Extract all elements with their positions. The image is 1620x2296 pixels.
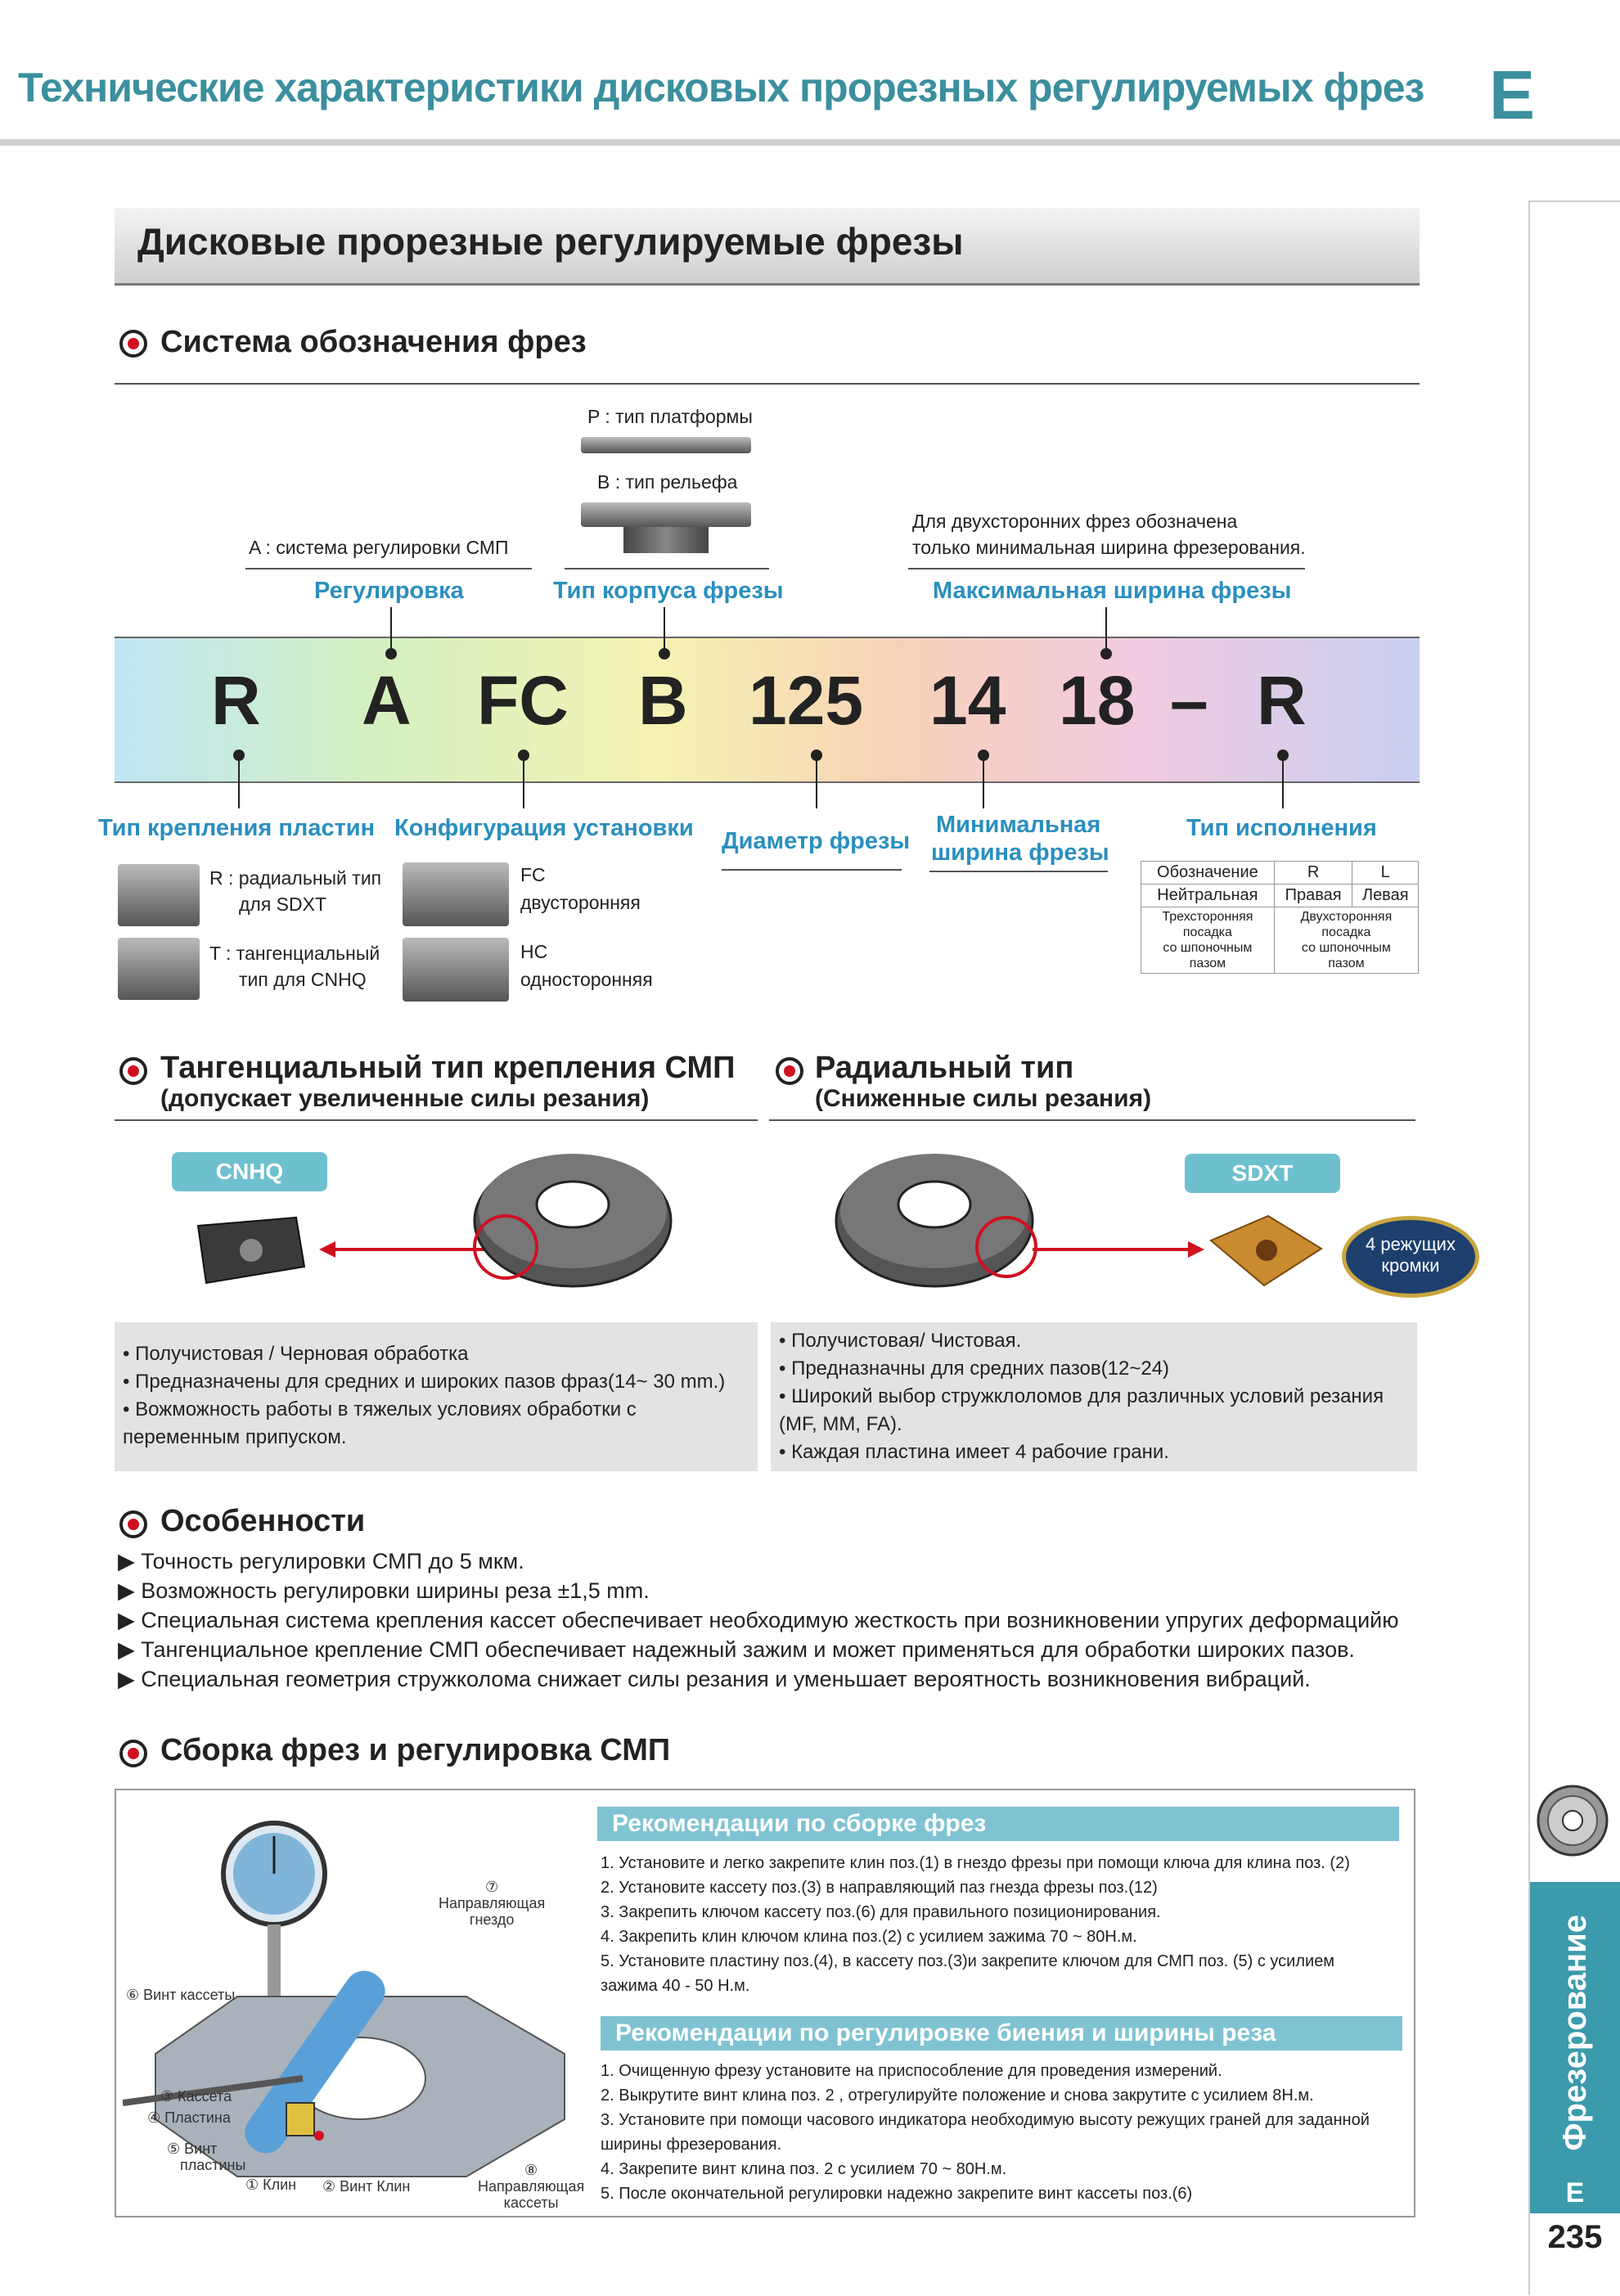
sdxt-insert-icon bbox=[1203, 1208, 1325, 1298]
table-cell: Нейтральная bbox=[1141, 885, 1275, 907]
list-item: • Получистовая / Черновая обработка bbox=[123, 1343, 469, 1365]
label-body: Тип корпуса фрезы bbox=[553, 578, 784, 604]
designation-heading: Система обозначения фрез bbox=[160, 325, 587, 359]
list-item: • Предназначны для средних пазов(12~24) bbox=[779, 1357, 1170, 1380]
code-18: 18 bbox=[1059, 662, 1136, 739]
arrow-right-icon bbox=[1033, 1237, 1204, 1262]
list-item: (MF, MM, FA). bbox=[779, 1413, 902, 1435]
table-cell-threeside bbox=[1141, 907, 1275, 974]
rec-item: 5. Установите пластину поз.(4), в кассету поз.(3)и закрепите ключом для СМП поз. (5) с усилием bbox=[601, 1952, 1335, 1970]
label-line: ⑤ Винт bbox=[167, 2141, 218, 2157]
rec-adjust-list bbox=[601, 2059, 1370, 2206]
diameter-rule bbox=[722, 869, 902, 871]
rec-item: 2. Выкрутите винт клина поз. 2 , отрегулируйте положение и снова закрутите с усилием 8Н.м. bbox=[601, 2087, 1314, 2105]
sidebar-top-line bbox=[1528, 200, 1620, 202]
sidebar-tab-label: Фрезерование bbox=[1556, 1914, 1593, 2151]
relief-cutter-hub bbox=[623, 527, 709, 553]
edges-text-1: 4 режущих bbox=[1366, 1234, 1456, 1254]
rec-adjust-header: Рекомендации по регулировке биения и ширины реза bbox=[601, 2016, 1402, 2051]
table-line: Двухсторонняя bbox=[1300, 910, 1393, 924]
code-fc: FC bbox=[477, 662, 569, 739]
page-title: Технические характеристики дисковых прорезных регулируемых фрез bbox=[18, 65, 1424, 110]
bullet-icon bbox=[119, 1510, 147, 1538]
label-line: Направляющая bbox=[439, 1895, 546, 1911]
radial-rule bbox=[769, 1119, 1415, 1121]
tangential-sub: (допускает увеличенные силы резания) bbox=[160, 1085, 650, 1112]
rec-item: 1. Очищенную фрезу установите на приспособление для проведения измерений. bbox=[601, 2062, 1222, 2080]
code-r-version: R bbox=[1257, 662, 1307, 739]
double-note-1: Для двухсторонних фрез обозначена bbox=[912, 511, 1238, 532]
table-cell: Обозначение bbox=[1141, 862, 1275, 885]
table-line: со шпоночным bbox=[1163, 941, 1253, 955]
label-insert-screw bbox=[167, 2141, 245, 2173]
label-config: Конфигурация установки bbox=[394, 815, 694, 841]
label-wedge-screw: ② Винт Клин bbox=[322, 2178, 411, 2195]
label-minwidth-2: ширина фрезы bbox=[931, 840, 1109, 866]
rec-item: 2. Установите кассету поз.(3) в направляющий паз гнезда фрезы поз.(12) bbox=[601, 1879, 1158, 1897]
bullet-icon bbox=[119, 1057, 147, 1085]
features-heading: Особенности bbox=[160, 1504, 366, 1538]
label-insert-mount: Тип крепления пластин bbox=[98, 815, 376, 841]
connector bbox=[664, 607, 665, 653]
a-note: A : система регулировки СМП bbox=[249, 537, 509, 558]
rec-item: 5. После окончательной регулировки надежно закрепите винт кассеты поз.(6) bbox=[601, 2185, 1193, 2203]
relief-cutter-image bbox=[581, 502, 751, 527]
maxwidth-rule bbox=[908, 568, 1305, 569]
table-cell: Правая bbox=[1274, 885, 1352, 907]
connector bbox=[983, 759, 984, 808]
radial-heading: Радиальный тип bbox=[815, 1051, 1074, 1085]
rec-item: 1. Установите и легко закрепите клин поз.(1) в гнездо фрезы при помощи ключа для клина поз. (2) bbox=[601, 1854, 1350, 1872]
tangential-heading: Тангенциальный тип крепления СМП bbox=[160, 1051, 736, 1085]
label-line: кассеты bbox=[503, 2195, 559, 2211]
table-line: пазом bbox=[1328, 957, 1365, 970]
label-line: ⑧ bbox=[524, 2162, 538, 2178]
bullet-icon bbox=[119, 330, 147, 358]
banner-title: Дисковые прорезные регулируемые фрезы bbox=[137, 220, 964, 263]
label-line: гнездо bbox=[469, 1911, 515, 1928]
label-diameter: Диаметр фрезы bbox=[722, 828, 911, 854]
radial-sub: (Сниженные силы резания) bbox=[815, 1085, 1152, 1112]
connector bbox=[1105, 607, 1107, 653]
r-type-2: для SDXT bbox=[239, 894, 327, 915]
connector bbox=[523, 759, 524, 808]
p-note: P : тип платформы bbox=[587, 406, 753, 427]
code-a: A bbox=[362, 662, 412, 739]
feature-item: ▶ Специальная система крепления кассет обеспечивает необходимую жесткость при возникновении упругих деформацийю bbox=[118, 1608, 1399, 1632]
fc-desc: двусторонняя bbox=[520, 892, 641, 913]
edges-text-wrap bbox=[1342, 1234, 1479, 1276]
page-number: 235 bbox=[1547, 2219, 1603, 2255]
version-table bbox=[1141, 861, 1419, 974]
list-item: • Получистовая/ Чистовая. bbox=[779, 1330, 1022, 1352]
rec-item: 4. Закрепить клин ключом клина поз.(2) с усилием зажима 70 ~ 80Н.м. bbox=[601, 1928, 1137, 1946]
table-line: пазом bbox=[1189, 957, 1226, 970]
designation-rule bbox=[115, 383, 1420, 385]
bullet-icon bbox=[119, 1740, 147, 1767]
tangential-rule bbox=[115, 1119, 758, 1121]
label-minwidth-1: Минимальная bbox=[936, 812, 1101, 838]
feature-item: ▶ Точность регулировки СМП до 5 мкм. bbox=[118, 1549, 524, 1573]
fc-config-image bbox=[403, 862, 509, 926]
label-line: ⑦ bbox=[485, 1879, 499, 1895]
b-note: B : тип рельефа bbox=[597, 471, 738, 493]
cnhq-insert-icon bbox=[182, 1209, 313, 1291]
feature-item: ▶ Специальная геометрия стружколома снижает силы резания и уменьшает вероятность возникновения вибраций. bbox=[118, 1667, 1311, 1691]
label-guide-socket bbox=[439, 1879, 545, 1928]
body-type-rule bbox=[565, 568, 769, 569]
label-cassette-screw: ⑥ Винт кассеты bbox=[126, 1987, 236, 2003]
code-125: 125 bbox=[749, 662, 864, 739]
features-list bbox=[118, 1546, 1399, 1694]
rec-item: 3. Закрепить ключом кассету поз.(6) для правильного позиционирования. bbox=[601, 1903, 1161, 1921]
list-item: • Вожможность работы в тяжелых условиях обработки с bbox=[123, 1398, 637, 1420]
t-type-1: T : тангенциальный bbox=[209, 943, 380, 964]
table-cell: R bbox=[1274, 862, 1352, 885]
table-line: Трехсторонняя bbox=[1162, 910, 1253, 924]
rec-item: 3. Установите при помощи часового индикатора необходимую высоту режущих граней для заданной bbox=[601, 2111, 1370, 2129]
rec-item: ширины фрезерования. bbox=[601, 2136, 782, 2154]
sidebar-letter: E bbox=[1530, 2172, 1620, 2213]
connector bbox=[238, 759, 240, 808]
rec-assembly-header: Рекомендации по сборке фрез bbox=[597, 1807, 1399, 1841]
t-type-2: тип для CNHQ bbox=[239, 969, 367, 990]
radial-cutter-image bbox=[828, 1139, 1041, 1303]
fc-label: FC bbox=[520, 864, 546, 885]
connector bbox=[816, 759, 817, 808]
arrow-left-icon bbox=[319, 1237, 491, 1262]
label-wedge: ① Клин bbox=[245, 2177, 297, 2193]
double-note-2: только минимальная ширина фрезерования. bbox=[912, 537, 1306, 558]
code-14: 14 bbox=[929, 662, 1006, 739]
sdxt-badge: SDXT bbox=[1185, 1154, 1340, 1193]
platform-cutter-image bbox=[581, 437, 751, 453]
list-item: переменным припуском. bbox=[123, 1426, 347, 1448]
radial-list bbox=[779, 1327, 1384, 1466]
label-adjust: Регулировка bbox=[314, 578, 464, 604]
assembly-heading: Сборка фрез и регулировка СМП bbox=[160, 1733, 671, 1767]
label-cassette: ③ Кассета bbox=[160, 2088, 232, 2105]
connector-dot bbox=[1100, 648, 1112, 660]
r-type-1: R : радиальный тип bbox=[209, 867, 382, 889]
tangential-list bbox=[123, 1340, 725, 1452]
connector-dot bbox=[659, 648, 670, 660]
label-maxwidth: Максимальная ширина фрезы bbox=[933, 578, 1292, 604]
table-cell-twoside bbox=[1274, 907, 1418, 974]
table-line: со шпоночным bbox=[1301, 941, 1391, 955]
label-line: Направляющая bbox=[478, 2178, 585, 2195]
rec-item: зажима 40 - 50 Н.м. bbox=[601, 1977, 750, 1995]
sidebar-tab-label-wrap bbox=[1530, 1882, 1620, 2183]
minwidth-rule bbox=[929, 871, 1108, 872]
list-item: • Каждая пластина имеет 4 рабочие грани. bbox=[779, 1441, 1169, 1463]
label-version: Тип исполнения bbox=[1186, 815, 1377, 841]
table-cell: Левая bbox=[1352, 885, 1419, 907]
radial-insert-image bbox=[118, 864, 200, 926]
table-line: посадка bbox=[1321, 925, 1371, 939]
label-insert: ④ Пластина bbox=[147, 2109, 231, 2126]
code-dash: – bbox=[1170, 662, 1208, 739]
list-item: • Широкий выбор стружклоломов для различных условий резания bbox=[779, 1385, 1384, 1407]
edges-text-2: кромки bbox=[1381, 1255, 1440, 1276]
cnhq-badge: CNHQ bbox=[172, 1152, 327, 1191]
feature-item: ▶ Тангенциальное крепление СМП обеспечивает надежный зажим и может применяться для обработки широких пазов. bbox=[118, 1637, 1355, 1662]
title-rule bbox=[0, 139, 1620, 146]
connector bbox=[1282, 759, 1284, 808]
list-item: • Предназначены для средних и широких пазов фраз(14~ 30 mm.) bbox=[123, 1371, 726, 1393]
code-b: B bbox=[638, 662, 688, 739]
tangential-cutter-image bbox=[466, 1139, 679, 1303]
connector bbox=[390, 607, 392, 653]
table-cell: L bbox=[1352, 862, 1419, 885]
hc-config-image bbox=[403, 938, 509, 1002]
hc-label: HC bbox=[520, 941, 548, 962]
bullet-icon bbox=[776, 1057, 803, 1085]
feature-item: ▶ Возможность регулировки ширины реза ±1,5 mm. bbox=[118, 1578, 650, 1603]
connector-dot bbox=[385, 648, 397, 660]
code-r: R bbox=[211, 662, 261, 739]
label-guide-cassette bbox=[478, 2162, 584, 2211]
section-letter: E bbox=[1489, 56, 1536, 133]
tangential-insert-image bbox=[118, 938, 200, 1000]
label-line: пластины bbox=[180, 2157, 246, 2173]
rec-assembly-list bbox=[601, 1851, 1350, 1998]
hc-desc: односторонняя bbox=[520, 969, 653, 990]
adjust-rule bbox=[245, 568, 532, 569]
milling-cutter-icon bbox=[1532, 1780, 1613, 1862]
table-line: посадка bbox=[1182, 925, 1232, 939]
rec-item: 4. Закрепите винт клина поз. 2 с усилием 70 ~ 80Н.м. bbox=[601, 2160, 1007, 2178]
